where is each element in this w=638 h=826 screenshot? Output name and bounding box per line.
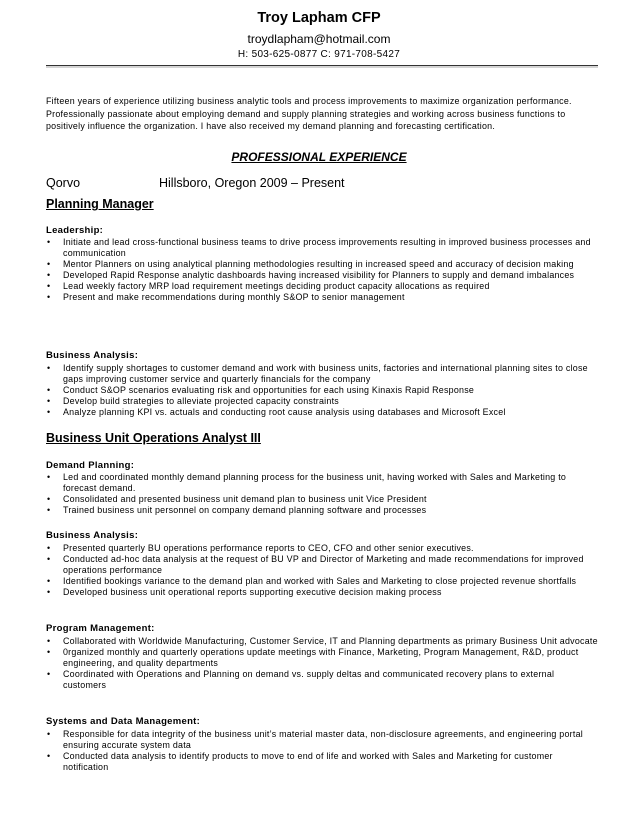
list-item (46, 363, 598, 385)
list-item (46, 505, 598, 516)
bullet-glyph: • (47, 472, 51, 482)
bullet-text: Mentor Planners on using analytical planning methodologies resulting in increased speed and accuracy of decision making (63, 259, 574, 270)
list-item (46, 385, 598, 396)
company-name: Qorvo (46, 176, 81, 190)
bullet-list (46, 636, 598, 691)
bullet-text: Developed business unit operational reports supporting executive decision making process (63, 587, 442, 598)
bullet-text: Trained business unit personnel on company demand planning software and processes (63, 505, 427, 516)
list-item (46, 751, 598, 773)
subsection-heading: Leadership: (46, 225, 104, 236)
list-item (46, 396, 598, 407)
list-item (46, 576, 598, 587)
subsection-heading: Demand Planning: (46, 460, 135, 471)
bullet-text: Present and make recommendations during monthly S&OP to senior management (63, 292, 405, 303)
bullet-glyph: • (47, 647, 51, 658)
subsection-heading: Business Analysis: (46, 530, 139, 541)
bullet-glyph: • (47, 636, 51, 646)
bullet-text: Presented quarterly BU operations performance reports to CEO, CFO and other senior executives. (63, 543, 474, 553)
bullet-list (46, 543, 598, 598)
subsection-heading: Systems and Data Management: (46, 716, 201, 727)
company-location-dates: Hillsboro, Oregon 2009 – Present (159, 176, 345, 190)
candidate-name: Troy Lapham CFP (257, 10, 381, 26)
bullet-text: Develop build strategies to alleviate projected capacity constraints (63, 396, 339, 407)
bullet-glyph: • (47, 543, 51, 553)
job-title: Planning Manager (46, 197, 154, 211)
bullet-glyph: • (47, 396, 51, 407)
phone-numbers: H: 503-625-0877 C: 971-708-5427 (237, 49, 401, 60)
bullet-text: Conducted ad-hoc data analysis at the request of BU VP and Director of Marketing and made recommendations for improved operations performance (63, 554, 584, 576)
bullet-glyph: • (47, 576, 51, 587)
list-item (46, 292, 598, 303)
bullet-text: Lead weekly factory MRP load requirement meetings deciding product capacity allocations as required (63, 281, 490, 292)
list-item (46, 237, 598, 259)
list-item (46, 543, 598, 554)
bullet-list (46, 363, 598, 418)
bullet-glyph: • (47, 385, 51, 396)
bullet-glyph: • (47, 494, 51, 505)
summary-paragraph: Fifteen years of experience utilizing business analytic tools and process improvements to maximize organization performance. Professionally passionate about employing demand and supply planning strategies and working across business functions to positively influence the organization. I have also received my demand planning and forecasting certification. (46, 96, 572, 132)
bullet-glyph: • (47, 669, 51, 680)
bullet-text: Responsible for data integrity of the business unit’s material master data, non-disclosure agreements, and engineering portal ensuring accurate system data (63, 729, 583, 751)
header-divider (46, 65, 598, 66)
subsection-heading: Program Management: (46, 623, 155, 634)
bullet-text: Identified bookings variance to the demand plan and worked with Sales and Marketing to close projected revenue shortfalls (63, 576, 577, 587)
bullet-text: Identify supply shortages to customer demand and work with business units, factories and international planning sites to close gaps improving customer service and quarterly financials for the company (63, 363, 588, 385)
list-item (46, 636, 598, 647)
bullet-list (46, 237, 598, 304)
email-address: troydlapham@hotmail.com (247, 32, 391, 46)
bullet-glyph: • (47, 554, 51, 565)
bullet-glyph: • (47, 259, 51, 270)
bullet-glyph: • (47, 407, 51, 418)
bullet-glyph: • (47, 587, 51, 598)
bullet-glyph: • (47, 270, 51, 281)
bullet-text: 0rganized monthly and quarterly operations update meetings with Finance, Marketing, Program Management, R&D, product engineering, and quality departments (63, 647, 579, 669)
list-item (46, 259, 598, 270)
bullet-list (46, 472, 598, 516)
bullet-glyph: • (47, 281, 51, 292)
list-item (46, 472, 598, 494)
bullet-text: Initiate and lead cross-functional business teams to drive process improvements resulting in improved business processes and communication (63, 237, 591, 259)
bullet-text: Conducted data analysis to identify products to move to end of life and worked with Sales and Marketing for customer notification (63, 751, 553, 773)
list-item (46, 494, 598, 505)
list-item (46, 729, 598, 751)
bullet-text: Led and coordinated monthly demand planning process for the business unit, having worked with Sales and Marketing to forecast demand. (63, 472, 567, 494)
bullet-text: Analyze planning KPI vs. actuals and conducting root cause analysis using databases and Microsoft Excel (63, 407, 506, 418)
bullet-glyph: • (47, 751, 51, 762)
bullet-glyph: • (47, 505, 51, 516)
bullet-glyph: • (47, 292, 51, 303)
list-item (46, 281, 598, 292)
job-title: Business Unit Operations Analyst III (46, 431, 261, 445)
section-title: PROFESSIONAL EXPERIENCE (231, 150, 407, 164)
bullet-text: Conduct S&OP scenarios evaluating risk and opportunities for each using Kinaxis Rapid Response (63, 385, 475, 396)
list-item (46, 587, 598, 598)
bullet-text: Consolidated and presented business unit demand plan to business unit Vice President (63, 494, 427, 505)
bullet-text: Coordinated with Operations and Planning on demand vs. supply deltas and communicated recovery plans to external customers (63, 669, 555, 691)
bullet-list (46, 729, 598, 773)
bullet-glyph: • (47, 363, 51, 373)
list-item (46, 647, 598, 669)
bullet-text: Collaborated with Worldwide Manufacturing, Customer Service, IT and Planning departments as primary Business Unit advocate (63, 636, 598, 646)
bullet-glyph: • (47, 729, 51, 739)
subsection-heading: Business Analysis: (46, 350, 139, 361)
list-item (46, 270, 598, 281)
bullet-glyph: • (47, 237, 51, 247)
list-item (46, 407, 598, 418)
list-item (46, 554, 598, 576)
list-item (46, 669, 598, 691)
bullet-text: Developed Rapid Response analytic dashboards having increased visibility for Planners to supply and demand imbalances (63, 270, 575, 281)
